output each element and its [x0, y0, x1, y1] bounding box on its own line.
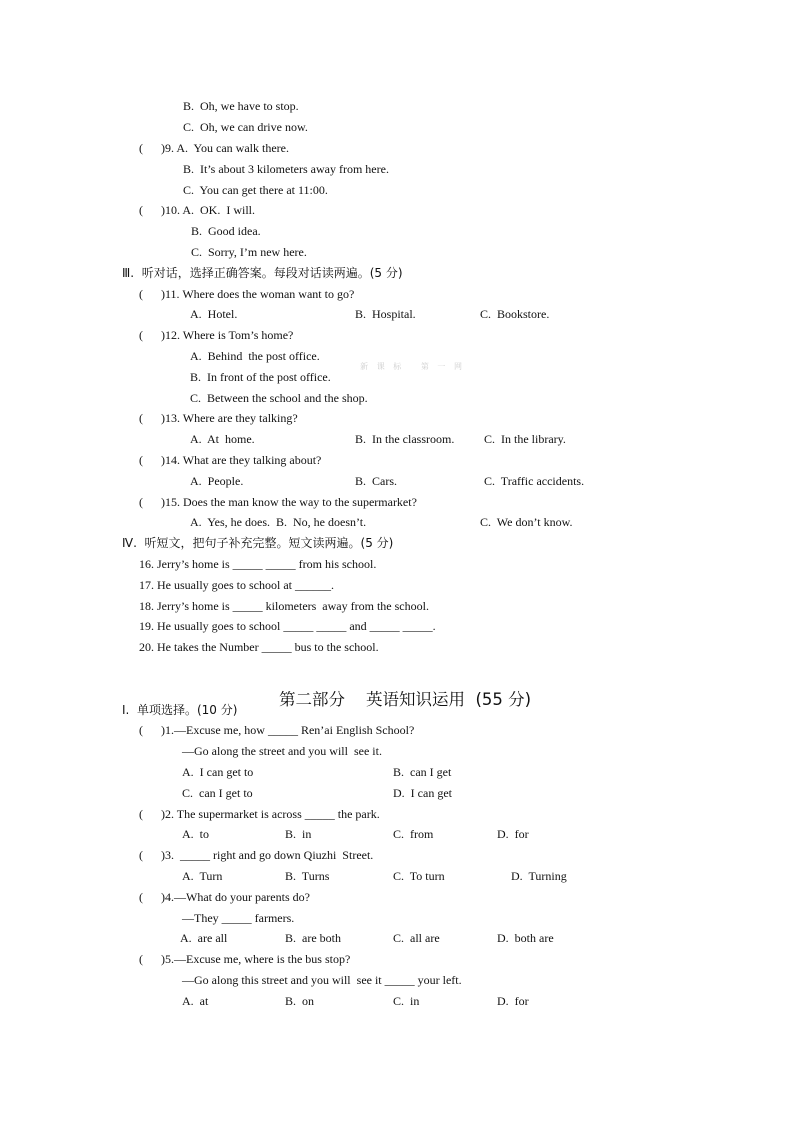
text-line-content: C. Sorry, I’m new here. [191, 245, 307, 259]
text-line-content: ( )9. A. You can walk there. [139, 141, 289, 155]
text-line-content: A. Behind the post office. [190, 349, 320, 363]
text-line-content: B. in [285, 827, 312, 841]
text-line [497, 993, 529, 1009]
text-line [393, 868, 445, 884]
text-line-content: D. Turning [511, 869, 567, 883]
text-line-content: Ⅲ. 听对话，选择正确答案。每段对话读两遍。(5 分) [122, 266, 403, 280]
text-line [122, 702, 237, 718]
text-line-content: B. Hospital. [355, 307, 416, 321]
text-line [139, 639, 379, 655]
text-line-content: ( )13. Where are they talking? [139, 411, 298, 425]
text-line [190, 348, 320, 364]
text-line [484, 431, 566, 447]
text-line-content: D. I can get [393, 786, 452, 800]
text-line-content: Ⅰ. 单项选择。(10 分) [122, 703, 238, 717]
text-line [484, 473, 584, 489]
watermark-stamp: 新 课 标 第 一 网 [360, 362, 465, 371]
text-line-content: A. At home. [190, 432, 255, 446]
text-line-content: ( )5.—Excuse me, where is the bus stop? [139, 952, 351, 966]
text-line-content: C. in [393, 994, 420, 1008]
text-line [139, 889, 310, 905]
text-line-content: —Go along the street and you will see it. [182, 744, 382, 758]
text-line [139, 494, 417, 510]
text-line-content: ( )14. What are they talking about? [139, 453, 322, 467]
text-line-content: Ⅳ. 听短文，把句子补充完整。短文读两遍。(5 分) [122, 536, 394, 550]
text-line-content: B. Good idea. [191, 224, 261, 238]
text-line [355, 431, 454, 447]
text-line [182, 785, 253, 801]
text-line-content: C. can I get to [182, 786, 253, 800]
text-line-content: A. Hotel. [190, 307, 238, 321]
text-line-content: —They _____ farmers. [182, 911, 295, 925]
text-line-content: C. In the library. [484, 432, 566, 446]
text-line-content: ( )12. Where is Tom’s home? [139, 328, 294, 342]
part-two-title [258, 667, 532, 709]
text-line-content: B. In the classroom. [355, 432, 455, 446]
text-line [393, 993, 419, 1009]
text-line-content: C. Between the school and the shop. [190, 391, 368, 405]
text-line-content: B. on [285, 994, 315, 1008]
text-line [190, 473, 243, 489]
text-line-content: 16. Jerry’s home is _____ _____ from his school. [139, 557, 377, 571]
text-line [139, 722, 414, 738]
text-line-content: C. You can get there at 11:00. [183, 183, 328, 197]
text-line-content: D. for [497, 994, 529, 1008]
text-line [139, 556, 376, 572]
text-line [139, 202, 255, 218]
text-line-content: 20. He takes the Number _____ bus to the school. [139, 640, 379, 654]
text-line [139, 140, 289, 156]
text-line [511, 868, 567, 884]
text-line-content: A. at [182, 994, 209, 1008]
text-line [497, 930, 554, 946]
text-line-content: —Go along this street and you will see it _____ your left. [182, 973, 462, 987]
text-line-content: 17. He usually goes to school at ______. [139, 578, 334, 592]
text-line-content: ( )15. Does the man know the way to the supermarket? [139, 495, 417, 509]
text-line-content: A. Yes, he does. B. No, he doesn’t. [190, 515, 367, 529]
text-line [139, 847, 373, 863]
text-line-content: ( )3. _____ right and go down Qiuzhi Street. [139, 848, 374, 862]
text-line [139, 452, 321, 468]
text-line [139, 286, 354, 302]
text-line-content: C. all are [393, 931, 440, 945]
text-line [139, 806, 380, 822]
text-line-content: ( )2. The supermarket is across _____ the park. [139, 807, 380, 821]
text-line [183, 119, 308, 135]
text-line [285, 930, 341, 946]
text-line-content: B. Turns [285, 869, 330, 883]
text-line [183, 161, 389, 177]
text-line [480, 514, 572, 530]
text-line [183, 98, 299, 114]
text-line [182, 993, 208, 1009]
text-line-content: B. In front of the post office. [190, 370, 331, 384]
text-line [180, 930, 227, 946]
text-line [182, 868, 222, 884]
text-line [122, 535, 393, 551]
text-line-content: 18. Jerry’s home is _____ kilometers away from the school. [139, 599, 429, 613]
text-line-content: A. People. [190, 474, 244, 488]
text-line [139, 577, 334, 593]
text-line [480, 306, 549, 322]
text-line-content: D. both are [497, 931, 554, 945]
text-line-content: C. from [393, 827, 434, 841]
text-line [393, 785, 452, 801]
text-line-content: A. to [182, 827, 209, 841]
text-line [182, 972, 462, 988]
text-line [190, 390, 368, 406]
text-line-content: B. Oh, we have to stop. [183, 99, 299, 113]
text-line [182, 826, 209, 842]
text-line [393, 826, 433, 842]
text-line-content: A. are all [180, 931, 228, 945]
text-line-content: B. It’s about 3 kilometers away from here. [183, 162, 389, 176]
text-line-content: ( )4.—What do your parents do? [139, 890, 310, 904]
text-line [285, 826, 311, 842]
text-line [183, 182, 328, 198]
text-line-content: A. I can get to [182, 765, 254, 779]
text-line [182, 764, 253, 780]
text-line [393, 930, 440, 946]
text-line-content: B. can I get [393, 765, 452, 779]
text-line [497, 826, 529, 842]
text-line-content: C. To turn [393, 869, 445, 883]
text-line [139, 410, 298, 426]
text-line [355, 306, 416, 322]
text-line [190, 306, 237, 322]
text-line [355, 473, 397, 489]
text-line-content: B. Cars. [355, 474, 397, 488]
part-two-title-text: 第二部分 英语知识运用 (55 分) [278, 690, 532, 709]
text-line [393, 764, 451, 780]
text-line [139, 951, 350, 967]
text-line-content: C. Traffic accidents. [484, 474, 585, 488]
text-line [139, 618, 436, 634]
text-line-content: ( )10. A. OK. I will. [139, 203, 255, 217]
text-line [190, 369, 331, 385]
text-line-content: C. We don’t know. [480, 515, 573, 529]
text-line-content: B. are both [285, 931, 341, 945]
text-line-content: C. Oh, we can drive now. [183, 120, 308, 134]
text-line [139, 327, 293, 343]
text-line [182, 743, 382, 759]
text-line [191, 244, 307, 260]
text-line [191, 223, 261, 239]
text-line [190, 431, 255, 447]
text-line-content: A. Turn [182, 869, 223, 883]
text-line-content: ( )1.—Excuse me, how _____ Ren’ai English School? [139, 723, 415, 737]
text-line [285, 993, 314, 1009]
text-line-content: 19. He usually goes to school _____ _____ and _____ _____. [139, 619, 436, 633]
text-line-content: D. for [497, 827, 529, 841]
text-line-content: C. Bookstore. [480, 307, 550, 321]
text-line [182, 910, 294, 926]
text-line [190, 514, 366, 530]
text-line-content: ( )11. Where does the woman want to go? [139, 287, 355, 301]
text-line [139, 598, 429, 614]
text-line [122, 265, 403, 281]
text-line [285, 868, 329, 884]
